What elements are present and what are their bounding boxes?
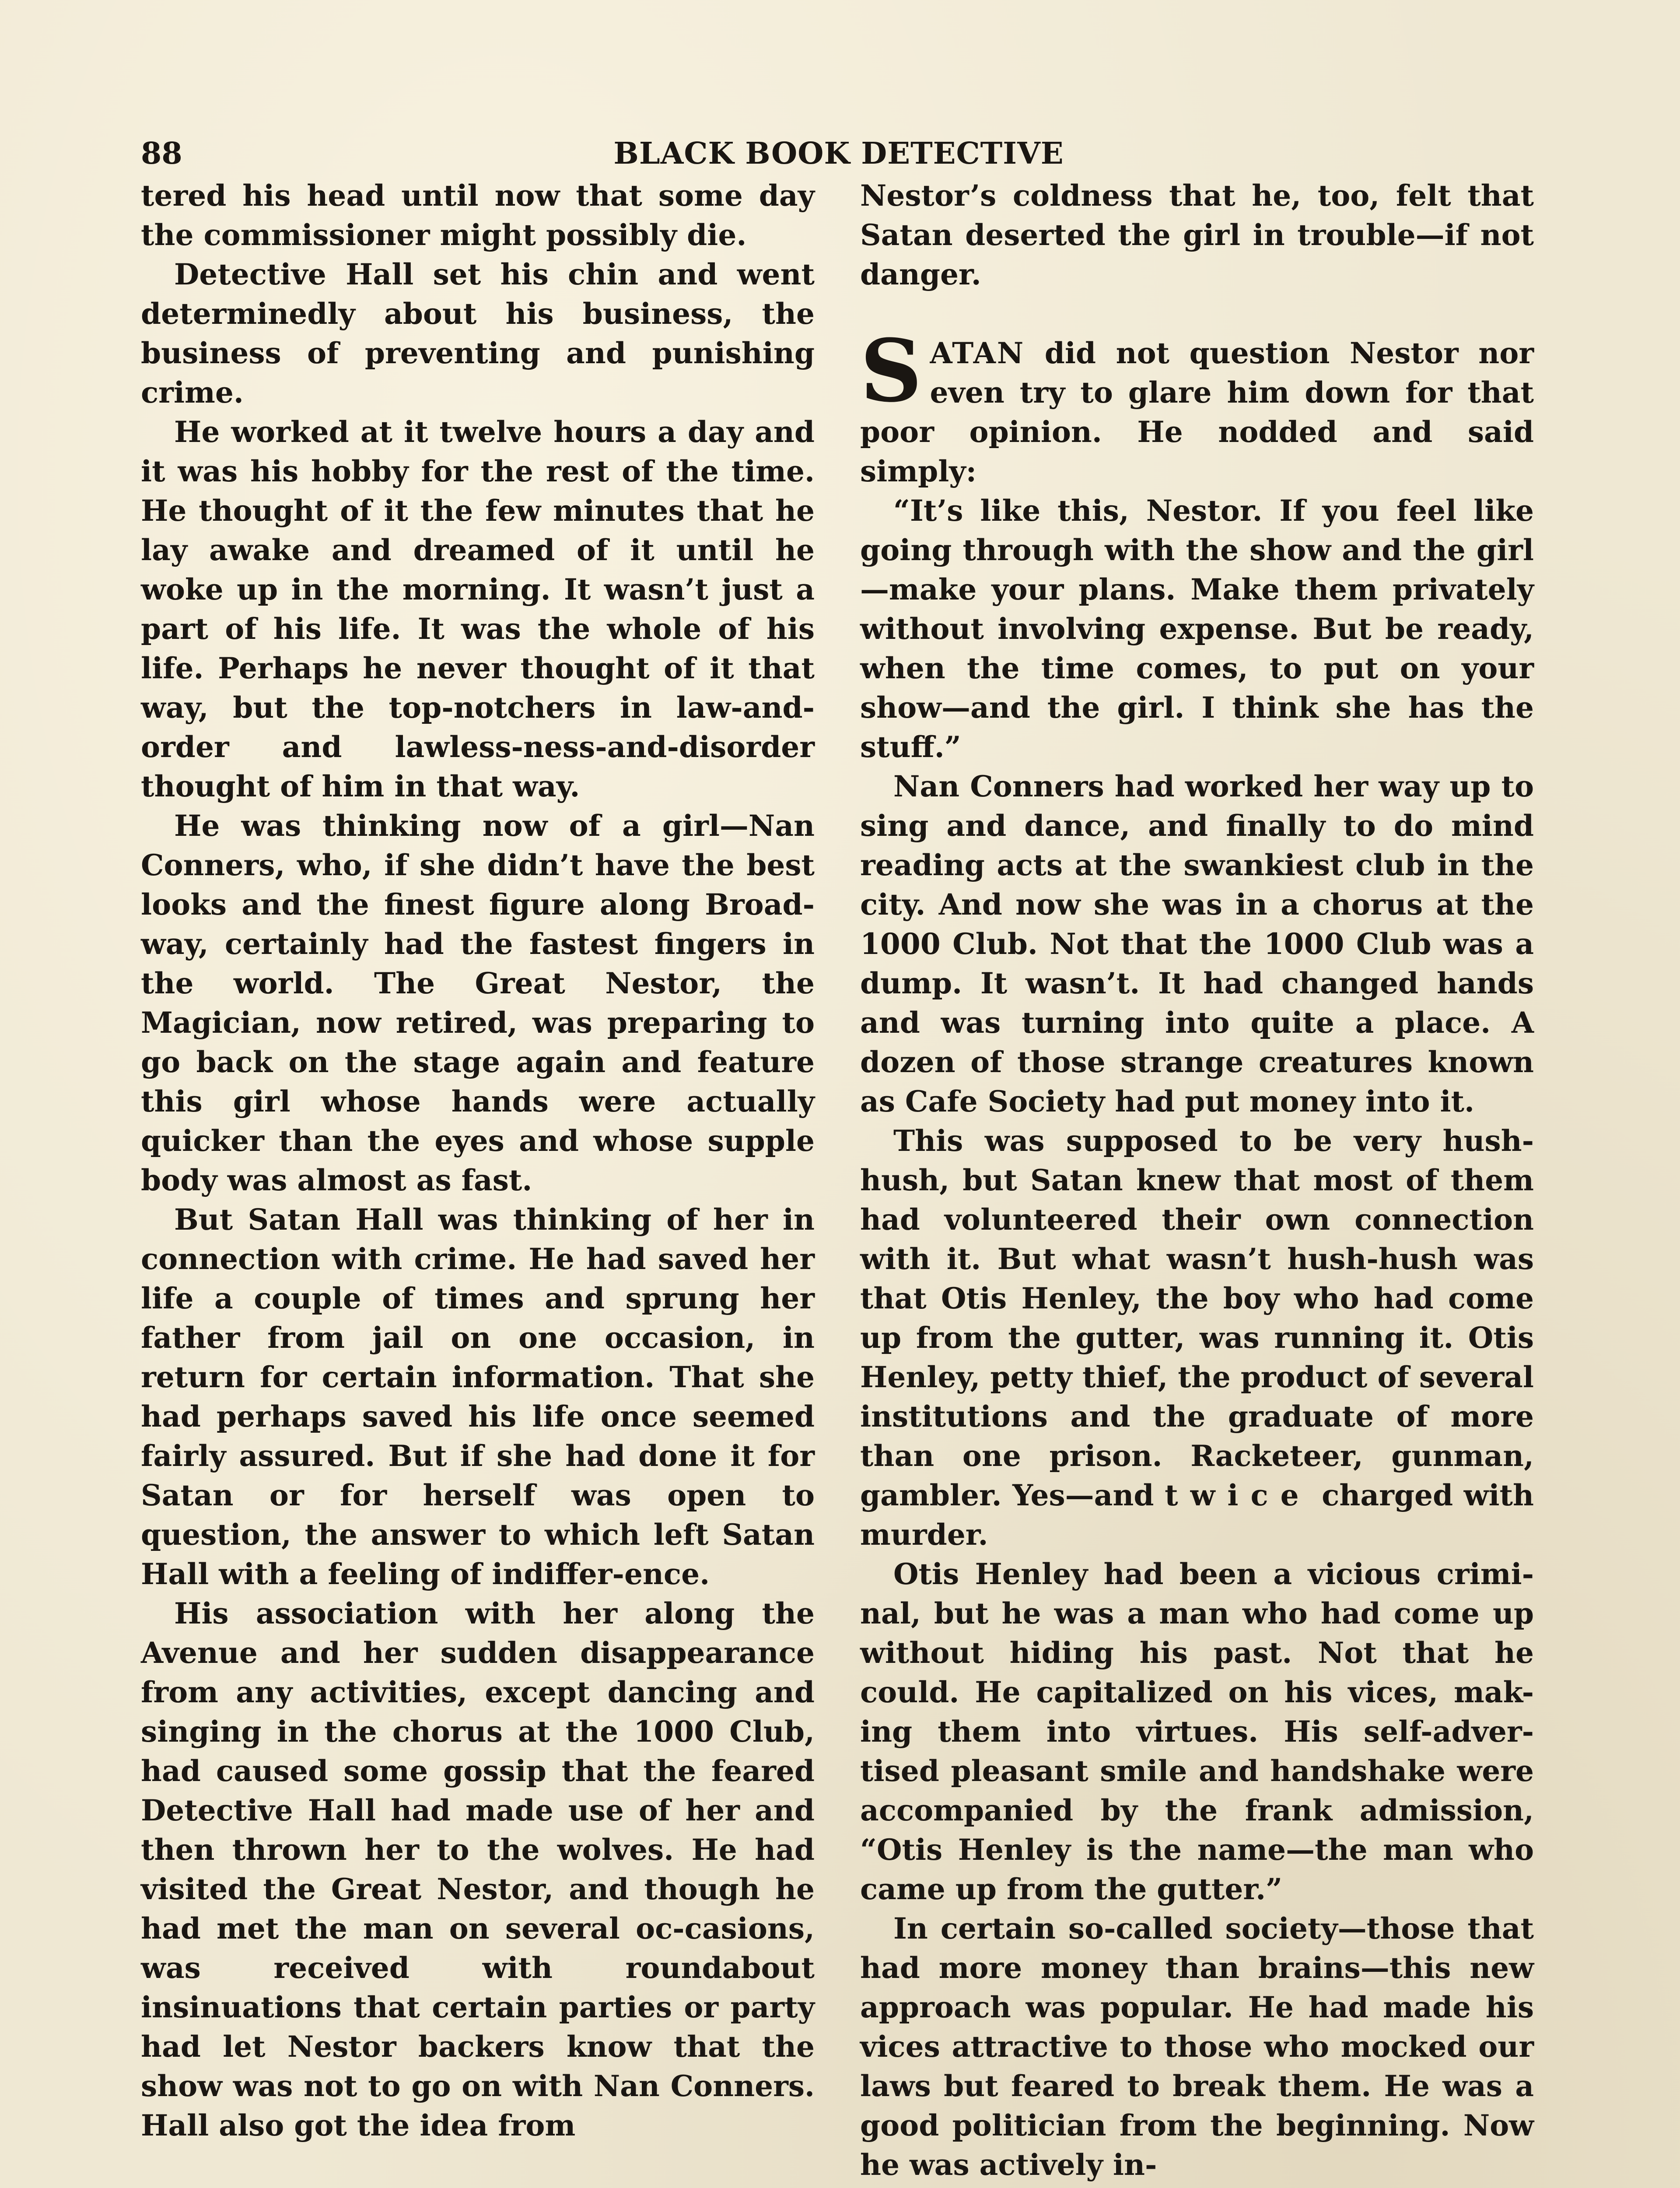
paragraph: Detective Hall set his chin and went determinedly about his business, the business of preventing and punishing crime.: [141, 257, 815, 410]
paragraph-text: charged with murder.: [860, 1478, 1534, 1552]
paragraph-text: did not question Nestor nor even try to glare him down for that poor opinion. He nodded and said simply:: [860, 336, 1534, 488]
paragraph: tered his head until now that some day the commissioner might possibly die.: [141, 179, 815, 252]
page-header: [141, 134, 1536, 173]
paragraph: Otis Henley had been a vicious crimi-nal, but he was a man who had come up without hiding his past. Not that he could. He capitalized on his vices, mak-ing them into virtues. His self-adver-tised pleasant smile and handshake were accompanied by the frank admission, “Otis Henley is the name—the man who came up from the gutter.”: [860, 1557, 1534, 1906]
left-column: [141, 176, 815, 2145]
drop-cap: S: [860, 321, 922, 421]
paragraph: He was thinking now of a girl—Nan Conners, who, if she didn’t have the best looks and the finest figure along Broad-way, certainly had the fastest fingers in the world. The Great Nestor, the Magician, now retired, was preparing to go back on the stage again and feature this girl whose hands were actually quicker than the eyes and whose supple body was almost as fast.: [141, 809, 815, 1197]
paragraph: But Satan Hall was thinking of her in connection with crime. He had saved her life a couple of times and sprung her father from jail on one occasion, in return for certain information. That she had perhaps saved his life once seemed fairly assured. But if she had done it for Satan or for herself was open to question, the answer to which left Satan Hall with a feeling of indiffer-ence.: [141, 1203, 815, 1591]
paragraph: Nan Conners had worked her way up to sing and dance, and finally to do mind reading acts at the swankiest club in the city. And now she was in a chorus at the 1000 Club. Not that the 1000 Club was a dump. It wasn’t. It had changed hands and was turning into quite a place. A dozen of those strange creatures known as Cafe Society had put money into it.: [860, 769, 1534, 1119]
paragraph: His association with her along the Avenue and her sudden disappearance from any activities, except dancing and singing in the chorus at the 1000 Club, had caused some gossip that the feared Detective Hall had made use of her and then thrown her to the wolves. He had visited the Great Nestor, and though he had met the man on several oc-casions, was received with roundabout insinuations that certain parties or party had let Nestor backers know that the show was not to go on with Nan Conners. Hall also got the idea from: [141, 1596, 815, 2142]
paragraph: [860, 1121, 1534, 1554]
paragraph: He worked at it twelve hours a day and it was his hobby for the rest of the time. He thought of it the few minutes that he lay awake and dreamed of it until he woke up in the morning. It wasn’t just a part of his life. It was the whole of his life. Perhaps he never thought of it that way, but the top-notchers in law-and-order and lawless-ness-and-disorder thought of him in that way.: [141, 415, 815, 803]
right-column: [860, 176, 1534, 2184]
paragraph: “It’s like this, Nestor. If you feel like going through with the show and the girl—make your plans. Make them privately without involving expense. But be ready, when the time comes, to put on your show—and the girl. I think she has the stuff.”: [860, 494, 1534, 764]
section-opening-paragraph: [860, 321, 1534, 491]
emphasis-spaced: twice: [1165, 1478, 1311, 1512]
running-title: BLACK BOOK DETECTIVE: [613, 136, 1064, 171]
lead-caps: ATAN: [930, 336, 1025, 370]
paragraph-text: This was supposed to be very hush-hush, but Satan knew that most of them had volunteered their own connection with it. But what wasn’t hush-hush was that Otis Henley, the boy who had come up from the gutter, was running it. Otis Henley, petty thief, the product of several institutions and the graduate of more than one prison. Racketeer, gunman, gambler. Yes—and: [860, 1124, 1534, 1512]
page-number: 88: [141, 136, 182, 171]
paragraph: Nestor’s coldness that he, too, felt that Satan deserted the girl in trouble—if not danger.: [860, 179, 1534, 291]
paragraph: In certain so-called society—those that had more money than brains—this new approach was popular. He had made his vices attractive to those who mocked our laws but feared to break them. He was a good politician from the beginning. Now he was actively in-: [860, 1911, 1534, 2182]
